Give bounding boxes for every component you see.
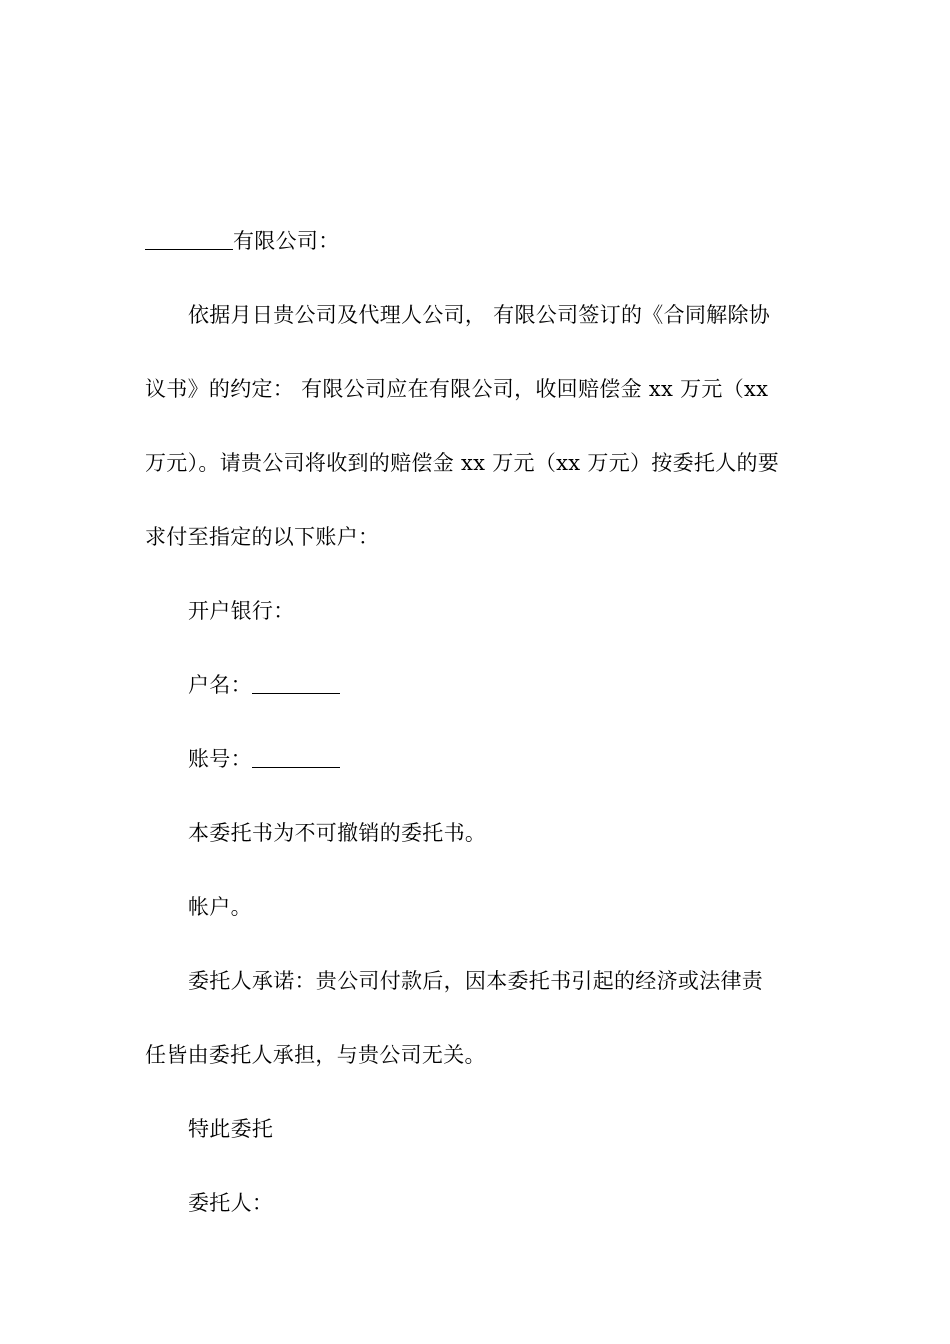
addressee-line (145, 204, 807, 278)
paragraph-agreement-line-2: 议书》的约定： 有限公司应在有限公司，收回赔偿金 xx 万元（xx (145, 377, 769, 401)
account-name-line (145, 648, 807, 722)
paragraph-agreement-line-4: 求付至指定的以下账户： (145, 525, 380, 549)
company-name-blank (145, 231, 233, 250)
paragraph-agreement (145, 278, 807, 574)
account-number-line (145, 722, 807, 796)
account-name-blank (252, 675, 340, 694)
account-number-blank (252, 749, 340, 768)
principal-line: 委托人： (188, 1191, 274, 1215)
account-name-label: 户名： (188, 673, 252, 697)
account-number-label: 账号： (188, 747, 252, 771)
account-note: 帐户。 (188, 895, 252, 919)
paragraph-commitment-line-1: 委托人承诺：贵公司付款后，因本委托书引起的经济或法律责 (188, 969, 764, 993)
paragraph-agreement-line-3: 万元）。请贵公司将收到的赔偿金 xx 万元（xx 万元）按委托人的要 (145, 451, 780, 475)
paragraph-agreement-line-1: 依据月日贵公司及代理人公司， 有限公司签订的《合同解除协 (188, 303, 771, 327)
bank-line (145, 574, 807, 648)
addressee-suffix: 有限公司： (233, 229, 340, 253)
closing-line: 特此委托 (188, 1117, 274, 1141)
paragraph-commitment (145, 944, 807, 1092)
bank-label: 开户银行： (188, 599, 295, 623)
paragraph-commitment-line-2: 任皆由委托人承担，与贵公司无关。 (145, 1043, 486, 1067)
irrevocable-statement: 本委托书为不可撤销的委托书。 (188, 821, 487, 845)
letter-body (145, 204, 807, 1240)
